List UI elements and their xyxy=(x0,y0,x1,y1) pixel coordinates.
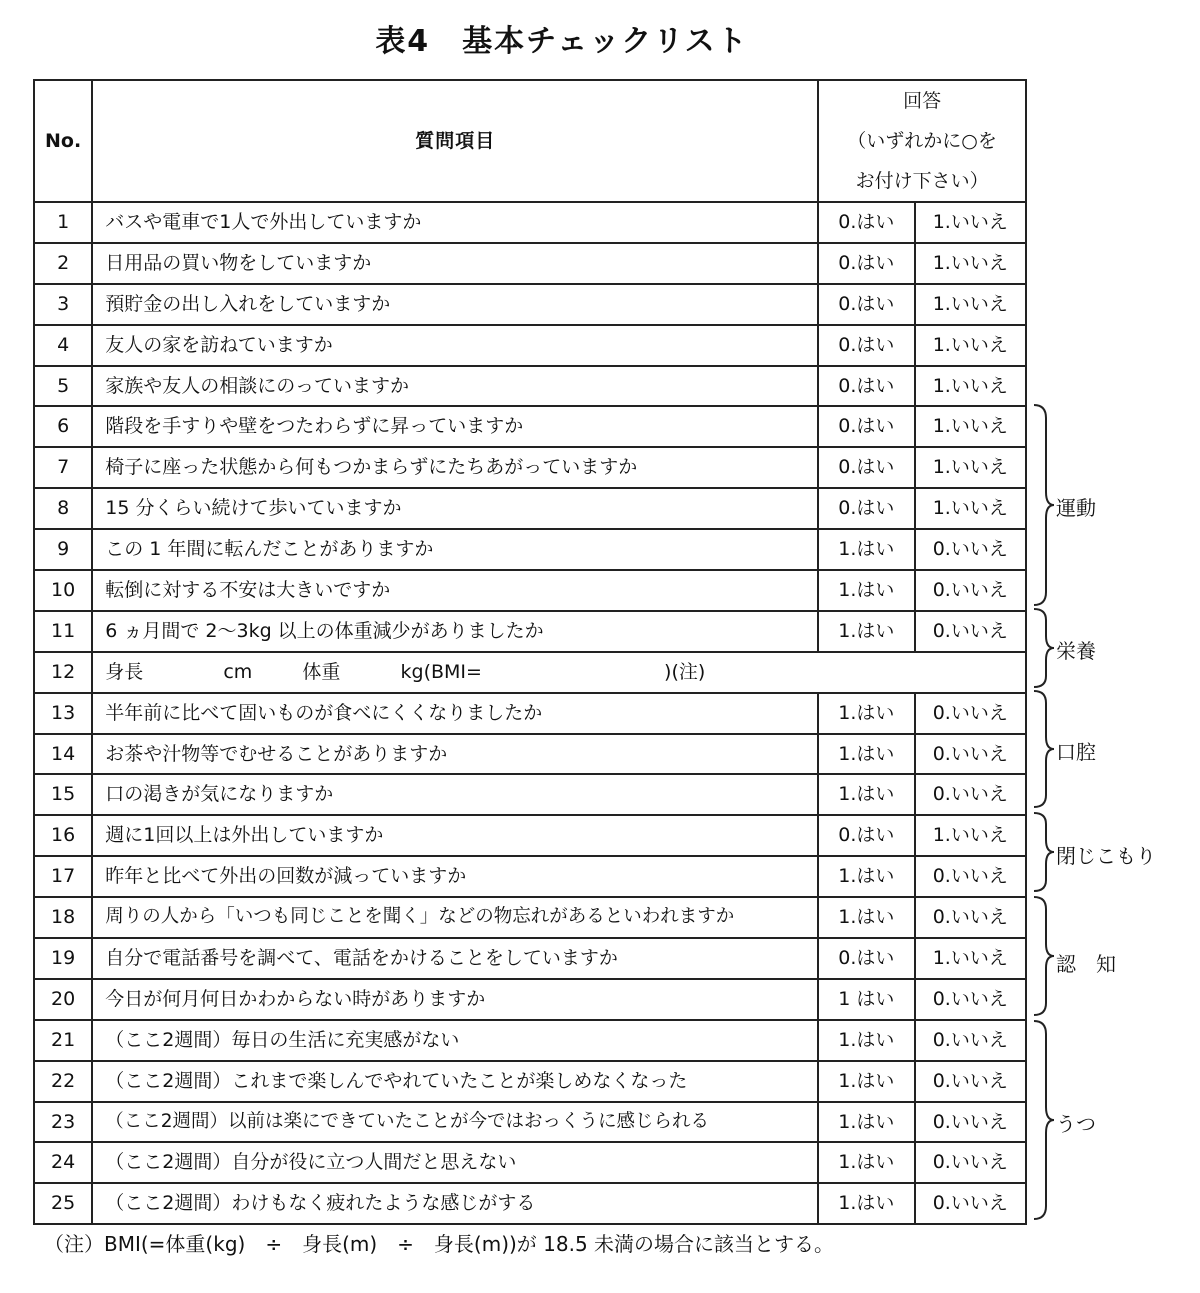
row-question: 転倒に対する不安は大きいですか xyxy=(92,570,818,611)
table-row xyxy=(34,447,1026,488)
brace-icon xyxy=(1030,404,1052,606)
row-number: 24 xyxy=(34,1142,92,1183)
row-question: 今日が何月何日かわからない時がありますか xyxy=(92,979,818,1020)
document-title: 表4 基本チェックリスト xyxy=(375,24,749,59)
table-row xyxy=(34,897,1026,938)
answer-yes[interactable]: 1.はい xyxy=(818,1102,914,1143)
row-number: 23 xyxy=(34,1102,92,1143)
answer-no[interactable]: 0.いいえ xyxy=(915,611,1026,652)
row-number: 5 xyxy=(34,366,92,407)
answer-no[interactable]: 1.いいえ xyxy=(915,488,1026,529)
answer-no[interactable]: 0.いいえ xyxy=(915,897,1026,938)
answer-no[interactable]: 1.いいえ xyxy=(915,938,1026,979)
row-number: 15 xyxy=(34,774,92,815)
group-oral xyxy=(1030,690,1200,808)
table-row xyxy=(34,611,1026,652)
answer-no[interactable]: 1.いいえ xyxy=(915,243,1026,284)
category-brackets xyxy=(1030,0,1200,1293)
group-label-housebound: 閉じこもり xyxy=(1056,844,1156,868)
group-depression xyxy=(1030,1020,1200,1220)
answer-yes[interactable]: 0.はい xyxy=(818,815,914,856)
answer-no[interactable]: 0.いいえ xyxy=(915,1061,1026,1102)
table-row xyxy=(34,1102,1026,1143)
row-number: 2 xyxy=(34,243,92,284)
answer-no[interactable]: 1.いいえ xyxy=(915,366,1026,407)
answer-no[interactable]: 0.いいえ xyxy=(915,693,1026,734)
answer-yes[interactable]: 1.はい xyxy=(818,611,914,652)
answer-no[interactable]: 0.いいえ xyxy=(915,774,1026,815)
row-question: 6 ヵ月間で 2～3kg 以上の体重減少がありましたか xyxy=(92,611,818,652)
table-row xyxy=(34,243,1026,284)
answer-yes[interactable]: 0.はい xyxy=(818,243,914,284)
answer-no[interactable]: 1.いいえ xyxy=(915,447,1026,488)
row-number: 12 xyxy=(34,652,92,693)
group-housebound xyxy=(1030,812,1200,892)
weight-unit[interactable]: kg(BMI= xyxy=(400,660,482,683)
answer-yes[interactable]: 0.はい xyxy=(818,325,914,366)
table-row xyxy=(34,1142,1026,1183)
answer-yes[interactable]: 1.はい xyxy=(818,774,914,815)
group-label-oral: 口腔 xyxy=(1056,740,1096,764)
brace-icon xyxy=(1030,608,1052,688)
row-question: （ここ2週間）これまで楽しんでやれていたことが楽しめなくなった xyxy=(92,1061,818,1102)
row-number: 25 xyxy=(34,1183,92,1224)
table-row xyxy=(34,529,1026,570)
row-number: 3 xyxy=(34,284,92,325)
header-no: No. xyxy=(34,80,92,202)
row-question: バスや電車で1人で外出していますか xyxy=(92,202,818,243)
checklist-table xyxy=(33,79,1027,1225)
row-question: 週に1回以上は外出していますか xyxy=(92,815,818,856)
row-number: 11 xyxy=(34,611,92,652)
row-question: 半年前に比べて固いものが食べにくくなりましたか xyxy=(92,693,818,734)
answer-no[interactable]: 0.いいえ xyxy=(915,1102,1026,1143)
table-row xyxy=(34,406,1026,447)
brace-icon xyxy=(1030,896,1052,1016)
height-unit[interactable]: cm xyxy=(223,660,253,683)
group-motor xyxy=(1030,404,1200,606)
row-number: 13 xyxy=(34,693,92,734)
answer-yes[interactable]: 1.はい xyxy=(818,1142,914,1183)
answer-yes[interactable]: 1.はい xyxy=(818,529,914,570)
row-question: 自分で電話番号を調べて、電話をかけることをしていますか xyxy=(92,938,818,979)
table-row xyxy=(34,202,1026,243)
row-question: （ここ2週間）以前は楽にできていたことが今ではおっくうに感じられる xyxy=(92,1102,818,1143)
group-nutrition xyxy=(1030,608,1200,688)
answer-yes[interactable]: 1.はい xyxy=(818,734,914,775)
row-number: 20 xyxy=(34,979,92,1020)
footnote: （注）BMI(=体重(kg) ÷ 身長(m) ÷ 身長(m))が 18.5 未満の場合に該当とする。 xyxy=(44,1232,835,1256)
row-question: 階段を手すりや壁をつたわらずに昇っていますか xyxy=(92,406,818,447)
bmi-entry-row xyxy=(92,652,1026,693)
table-row xyxy=(34,488,1026,529)
answer-yes[interactable]: 0.はい xyxy=(818,447,914,488)
header-answer-line3: お付け下さい） xyxy=(855,170,989,192)
answer-no[interactable]: 0.いいえ xyxy=(915,529,1026,570)
brace-icon xyxy=(1030,690,1052,808)
table-row xyxy=(34,774,1026,815)
answer-no[interactable]: 1.いいえ xyxy=(915,202,1026,243)
table-row xyxy=(34,1020,1026,1061)
table-row xyxy=(34,366,1026,407)
row-question: 周りの人から「いつも同じことを聞く」などの物忘れがあるといわれますか xyxy=(92,897,818,938)
row-question: （ここ2週間）毎日の生活に充実感がない xyxy=(92,1020,818,1061)
row-number: 14 xyxy=(34,734,92,775)
row-number: 10 xyxy=(34,570,92,611)
row-question: お茶や汁物等でむせることがありますか xyxy=(92,734,818,775)
row-question: 椅子に座った状態から何もつかまらずにたちあがっていますか xyxy=(92,447,818,488)
row-number: 9 xyxy=(34,529,92,570)
header-answer-line2: （いずれかに○を xyxy=(847,130,997,152)
table-row xyxy=(34,734,1026,775)
group-label-cognition: 認 知 xyxy=(1056,952,1116,976)
answer-yes[interactable]: 1.はい xyxy=(818,1183,914,1224)
table-header-row xyxy=(34,80,1026,202)
answer-yes[interactable]: 0.はい xyxy=(818,284,914,325)
table-row xyxy=(34,1183,1026,1224)
row-question: 友人の家を訪ねていますか xyxy=(92,325,818,366)
answer-no[interactable]: 1.いいえ xyxy=(915,815,1026,856)
brace-icon xyxy=(1030,812,1052,892)
answer-no[interactable]: 0.いいえ xyxy=(915,570,1026,611)
row-number: 17 xyxy=(34,856,92,897)
answer-no[interactable]: 0.いいえ xyxy=(915,1183,1026,1224)
row-question: （ここ2週間）自分が役に立つ人間だと思えない xyxy=(92,1142,818,1183)
answer-no[interactable]: 0.いいえ xyxy=(915,856,1026,897)
table-row xyxy=(34,1061,1026,1102)
row-question: 口の渇きが気になりますか xyxy=(92,774,818,815)
group-cognition xyxy=(1030,896,1200,1016)
answer-yes[interactable]: 0.はい xyxy=(818,202,914,243)
answer-yes[interactable]: 0.はい xyxy=(818,406,914,447)
answer-no[interactable]: 1.いいえ xyxy=(915,406,1026,447)
table-row xyxy=(34,570,1026,611)
table-row-bmi xyxy=(34,652,1026,693)
header-question: 質問項目 xyxy=(92,80,818,202)
answer-yes[interactable]: 1.はい xyxy=(818,693,914,734)
answer-yes[interactable]: 1.はい xyxy=(818,1061,914,1102)
answer-yes[interactable]: 0.はい xyxy=(818,488,914,529)
row-question: （ここ2週間）わけもなく疲れたような感じがする xyxy=(92,1183,818,1224)
answer-no[interactable]: 0.いいえ xyxy=(915,734,1026,775)
row-number: 6 xyxy=(34,406,92,447)
answer-no[interactable]: 1.いいえ xyxy=(915,325,1026,366)
row-question: この 1 年間に転んだことがありますか xyxy=(92,529,818,570)
row-question: 15 分くらい続けて歩いていますか xyxy=(92,488,818,529)
header-answer xyxy=(818,80,1026,202)
header-answer-line1: 回答 xyxy=(903,90,942,112)
table-row xyxy=(34,938,1026,979)
brace-icon xyxy=(1030,1020,1052,1220)
answer-yes[interactable]: 1 はい xyxy=(818,979,914,1020)
table-row xyxy=(34,856,1026,897)
row-number: 18 xyxy=(34,897,92,938)
answer-yes[interactable]: 1.はい xyxy=(818,570,914,611)
group-label-motor: 運動 xyxy=(1056,496,1096,520)
answer-yes[interactable]: 0.はい xyxy=(818,366,914,407)
group-label-depression: うつ xyxy=(1056,1112,1096,1136)
weight-label: 体重 xyxy=(302,660,341,683)
row-number: 16 xyxy=(34,815,92,856)
answer-no[interactable]: 0.いいえ xyxy=(915,1020,1026,1061)
row-question: 家族や友人の相談にのっていますか xyxy=(92,366,818,407)
row-number: 21 xyxy=(34,1020,92,1061)
row-number: 22 xyxy=(34,1061,92,1102)
table-row xyxy=(34,325,1026,366)
row-question: 昨年と比べて外出の回数が減っていますか xyxy=(92,856,818,897)
table-row xyxy=(34,815,1026,856)
table-row xyxy=(34,979,1026,1020)
answer-no[interactable]: 0.いいえ xyxy=(915,979,1026,1020)
answer-yes[interactable]: 1.はい xyxy=(818,897,914,938)
group-label-nutrition: 栄養 xyxy=(1056,639,1096,663)
answer-yes[interactable]: 0.はい xyxy=(818,938,914,979)
row-question: 日用品の買い物をしていますか xyxy=(92,243,818,284)
table-row xyxy=(34,693,1026,734)
answer-no[interactable]: 0.いいえ xyxy=(915,1142,1026,1183)
bmi-note-ref: )(注) xyxy=(664,660,706,683)
answer-yes[interactable]: 1.はい xyxy=(818,856,914,897)
height-label: 身長 xyxy=(105,660,144,683)
row-number: 19 xyxy=(34,938,92,979)
answer-yes[interactable]: 1.はい xyxy=(818,1020,914,1061)
row-question: 預貯金の出し入れをしていますか xyxy=(92,284,818,325)
row-number: 7 xyxy=(34,447,92,488)
row-number: 1 xyxy=(34,202,92,243)
row-number: 8 xyxy=(34,488,92,529)
row-number: 4 xyxy=(34,325,92,366)
table-row xyxy=(34,284,1026,325)
answer-no[interactable]: 1.いいえ xyxy=(915,284,1026,325)
